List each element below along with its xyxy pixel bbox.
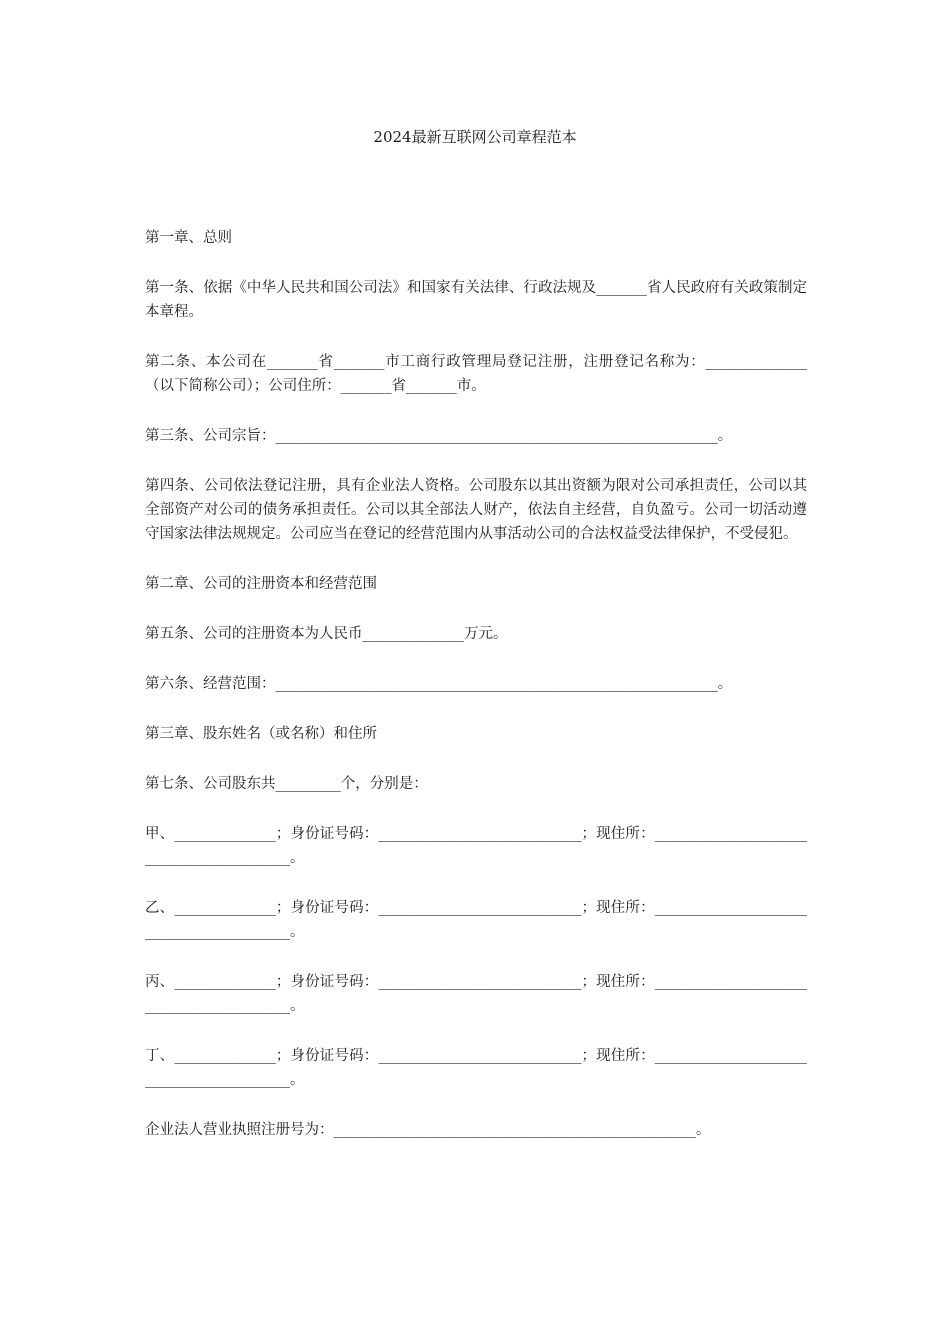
shareholder-ding: 丁、______________；身份证号码：____________________________；现住所：_________________________________________。 [145,1048,807,1088]
article-5: 第五条、公司的注册资本为人民币______________万元。 [145,626,508,642]
chapter-3-heading: 第三章、股东姓名（或名称）和住所 [145,726,377,742]
article-1: 第一条、依据《中华人民共和国公司法》和国家有关法律、行政法规及_______省人民政府有关政策制定本章程。 [145,280,807,320]
article-4: 第四条、公司依法登记注册，具有企业法人资格。公司股东以其出资额为限对公司承担责任，公司以其全部资产对公司的债务承担责任。公司以其全部法人财产，依法自主经营，自负盈亏。公司一切活动遵守国家法律法规规定。公司应当在登记的经营范围内从事活动公司的合法权益受法律保护，不受侵犯。 [145,478,807,542]
chapter-1-heading: 第一章、总则 [145,230,232,246]
article-7: 第七条、公司股东共_________个，分别是： [145,776,428,792]
chapter-2-heading: 第二章、公司的注册资本和经营范围 [145,576,377,592]
shareholder-yi: 乙、______________；身份证号码：____________________________；现住所：_________________________________________。 [145,900,807,940]
shareholder-bing: 丙、______________；身份证号码：____________________________；现住所：_________________________________________。 [145,974,807,1014]
article-2: 第二条、本公司在_______省_______市工商行政管理局登记注册，注册登记名称为：______________（以下简称公司）；公司住所：_______省_______市。 [145,354,807,394]
document-title: 2024最新互联网公司章程范本 [373,128,577,146]
article-3: 第三条、公司宗旨：_____________________________________________________________。 [145,428,733,444]
shareholder-jia: 甲、______________；身份证号码：____________________________；现住所：_________________________________________。 [145,826,807,866]
article-6: 第六条、经营范围：_____________________________________________________________。 [145,676,733,692]
document-body [145,226,807,1168]
business-license-number: 企业法人营业执照注册号为：__________________________________________________。 [145,1122,711,1138]
